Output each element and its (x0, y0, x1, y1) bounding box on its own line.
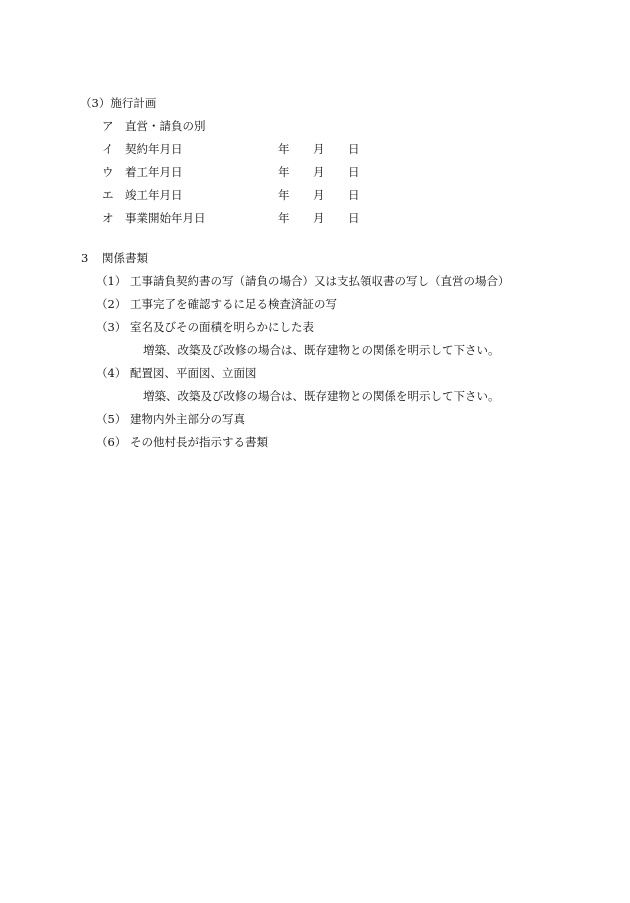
year-field: 年 (278, 165, 290, 179)
item-marker: （6） (96, 435, 127, 449)
item-label: 竣工年月日 (125, 188, 183, 202)
item-marker: イ (102, 142, 114, 156)
item-marker: （2） (96, 297, 127, 311)
item-marker: エ (102, 188, 114, 202)
month-field: 月 (313, 188, 325, 202)
item-label: 直営・請負の別 (125, 119, 206, 133)
item-text: 室名及びその面積を明らかにした表 (130, 320, 314, 334)
item-marker: （5） (96, 412, 127, 426)
item-text: 配置図、平面図、立面図 (130, 366, 257, 380)
day-field: 日 (348, 188, 360, 202)
item-marker: （4） (96, 366, 127, 380)
month-field: 月 (313, 142, 325, 156)
item-marker: オ (102, 211, 114, 225)
item-marker: ウ (102, 165, 114, 179)
item-text: 工事請負契約書の写（請負の場合）又は支払領収書の写し（直営の場合） (130, 274, 510, 288)
item-note: 増築、改築及び改修の場合は、既存建物との関係を明示して下さい。 (143, 343, 500, 357)
section-number: 3 (81, 251, 89, 265)
day-field: 日 (348, 142, 360, 156)
item-label: 着工年月日 (125, 165, 183, 179)
item-text: 建物内外主部分の写真 (130, 412, 245, 426)
item-note: 増築、改築及び改修の場合は、既存建物との関係を明示して下さい。 (143, 389, 500, 403)
section-heading-plan: （3）施行計画 (80, 96, 157, 110)
year-field: 年 (278, 142, 290, 156)
month-field: 月 (313, 165, 325, 179)
item-label: 事業開始年月日 (125, 211, 206, 225)
item-label: 契約年月日 (125, 142, 183, 156)
item-marker: （3） (96, 320, 127, 334)
month-field: 月 (313, 211, 325, 225)
year-field: 年 (278, 188, 290, 202)
item-marker: ア (102, 119, 114, 133)
item-text: その他村長が指示する書類 (130, 435, 268, 449)
year-field: 年 (278, 211, 290, 225)
day-field: 日 (348, 211, 360, 225)
day-field: 日 (348, 165, 360, 179)
section-title: 関係書類 (102, 251, 148, 265)
item-text: 工事完了を確認するに足る検査済証の写 (130, 297, 337, 311)
item-marker: （1） (96, 274, 127, 288)
